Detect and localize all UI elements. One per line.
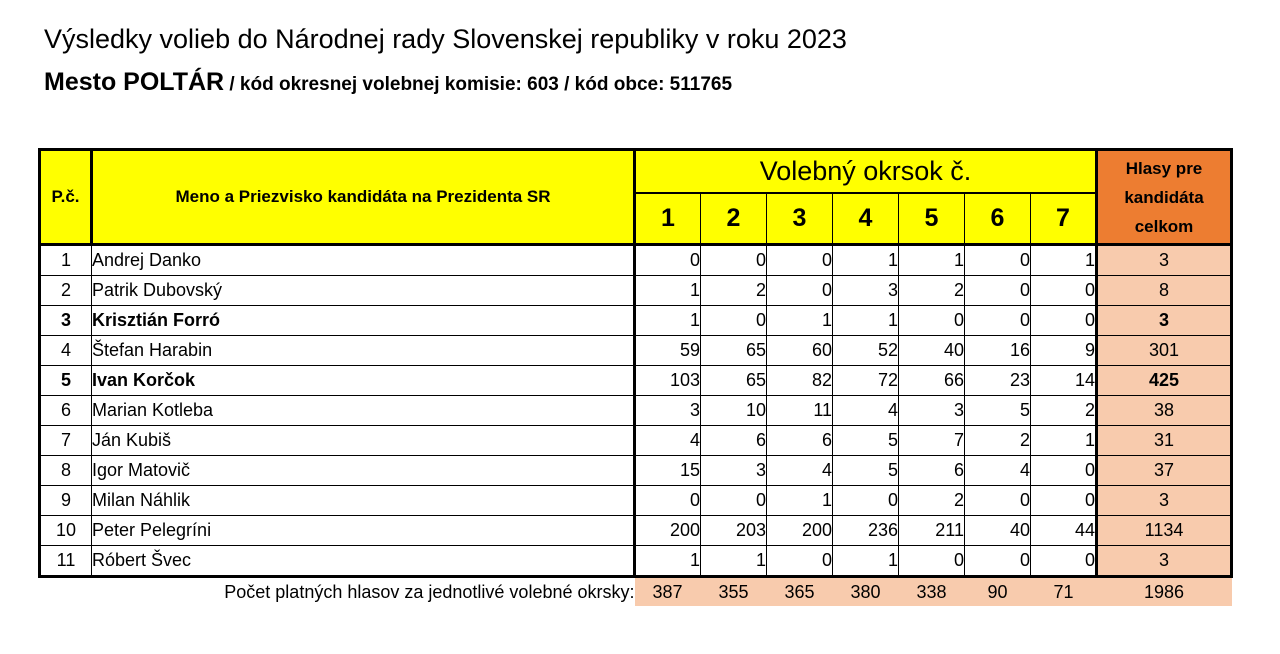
district-votes: 15	[635, 456, 701, 486]
district-votes: 6	[899, 456, 965, 486]
summary-value: 71	[1031, 577, 1097, 607]
district-votes: 0	[899, 306, 965, 336]
district-votes: 0	[965, 546, 1031, 577]
district-number: 1	[635, 193, 701, 245]
district-votes: 0	[635, 486, 701, 516]
district-votes: 1	[635, 546, 701, 577]
district-votes: 16	[965, 336, 1031, 366]
candidate-number: 8	[40, 456, 92, 486]
results-body	[40, 245, 1232, 577]
candidate-total: 8	[1097, 276, 1232, 306]
summary-value: 338	[899, 577, 965, 607]
candidate-row	[40, 245, 1232, 276]
candidate-name: Patrik Dubovský	[92, 276, 635, 306]
district-votes: 1	[767, 486, 833, 516]
candidate-total: 301	[1097, 336, 1232, 366]
candidate-number: 10	[40, 516, 92, 546]
district-votes: 5	[965, 396, 1031, 426]
candidate-total: 1134	[1097, 516, 1232, 546]
district-number: 2	[701, 193, 767, 245]
district-votes: 0	[701, 486, 767, 516]
district-votes: 3	[899, 396, 965, 426]
district-votes: 0	[899, 546, 965, 577]
district-votes: 0	[965, 306, 1031, 336]
candidate-number: 4	[40, 336, 92, 366]
candidate-number: 3	[40, 306, 92, 336]
district-votes: 6	[767, 426, 833, 456]
candidate-total: 31	[1097, 426, 1232, 456]
candidate-number: 7	[40, 426, 92, 456]
candidate-total: 3	[1097, 546, 1232, 577]
district-votes: 0	[767, 276, 833, 306]
district-votes: 2	[1031, 396, 1097, 426]
district-votes: 0	[1031, 306, 1097, 336]
district-number: 4	[833, 193, 899, 245]
district-votes: 4	[767, 456, 833, 486]
district-votes: 0	[833, 486, 899, 516]
district-votes: 65	[701, 336, 767, 366]
district-votes: 44	[1031, 516, 1097, 546]
district-votes: 2	[899, 276, 965, 306]
district-votes: 72	[833, 366, 899, 396]
district-votes: 40	[965, 516, 1031, 546]
candidate-name: Igor Matovič	[92, 456, 635, 486]
header-total: Hlasy pre kandidáta celkom	[1097, 150, 1232, 245]
commission-codes: / kód okresnej volebnej komisie: 603 / kód obce: 511765	[224, 74, 733, 95]
district-votes: 1	[1031, 426, 1097, 456]
district-votes: 0	[767, 245, 833, 276]
district-number: 5	[899, 193, 965, 245]
district-votes: 23	[965, 366, 1031, 396]
candidate-number: 5	[40, 366, 92, 396]
district-votes: 0	[635, 245, 701, 276]
district-votes: 1	[833, 306, 899, 336]
district-votes: 1	[833, 245, 899, 276]
district-votes: 2	[701, 276, 767, 306]
candidate-name: Ivan Korčok	[92, 366, 635, 396]
candidate-name: Marian Kotleba	[92, 396, 635, 426]
results-table	[38, 148, 1233, 606]
district-votes: 7	[899, 426, 965, 456]
candidate-row	[40, 516, 1232, 546]
district-votes: 40	[899, 336, 965, 366]
district-votes: 1	[767, 306, 833, 336]
candidate-total: 3	[1097, 306, 1232, 336]
candidate-row	[40, 396, 1232, 426]
header-candidate-name: Meno a Priezvisko kandidáta na Prezidenta SR	[92, 150, 635, 245]
district-votes: 60	[767, 336, 833, 366]
district-votes: 0	[767, 546, 833, 577]
candidate-name: Peter Pelegríni	[92, 516, 635, 546]
district-votes: 82	[767, 366, 833, 396]
district-votes: 103	[635, 366, 701, 396]
candidate-name: Štefan Harabin	[92, 336, 635, 366]
candidate-name: Milan Náhlik	[92, 486, 635, 516]
candidate-number: 1	[40, 245, 92, 276]
district-votes: 236	[833, 516, 899, 546]
candidate-row	[40, 456, 1232, 486]
candidate-name: Róbert Švec	[92, 546, 635, 577]
district-votes: 5	[833, 426, 899, 456]
candidate-total: 37	[1097, 456, 1232, 486]
district-votes: 0	[1031, 486, 1097, 516]
district-votes: 0	[965, 245, 1031, 276]
district-votes: 1	[899, 245, 965, 276]
district-votes: 10	[701, 396, 767, 426]
candidate-name: Ján Kubiš	[92, 426, 635, 456]
header-district: Volebný okrsok č.	[635, 150, 1097, 194]
district-votes: 3	[833, 276, 899, 306]
candidate-number: 9	[40, 486, 92, 516]
district-votes: 3	[701, 456, 767, 486]
district-votes: 1	[635, 306, 701, 336]
district-votes: 52	[833, 336, 899, 366]
district-votes: 66	[899, 366, 965, 396]
district-votes: 4	[833, 396, 899, 426]
district-votes: 6	[701, 426, 767, 456]
district-number: 6	[965, 193, 1031, 245]
district-votes: 9	[1031, 336, 1097, 366]
candidate-row	[40, 426, 1232, 456]
candidate-total: 3	[1097, 486, 1232, 516]
district-votes: 1	[833, 546, 899, 577]
district-votes: 0	[1031, 456, 1097, 486]
candidate-name: Andrej Danko	[92, 245, 635, 276]
district-votes: 203	[701, 516, 767, 546]
district-votes: 4	[635, 426, 701, 456]
candidate-number: 11	[40, 546, 92, 577]
summary-total: 1986	[1097, 577, 1232, 607]
header-pc: P.č.	[40, 150, 92, 245]
district-votes: 0	[965, 276, 1031, 306]
district-votes: 0	[1031, 546, 1097, 577]
candidate-number: 6	[40, 396, 92, 426]
district-votes: 14	[1031, 366, 1097, 396]
district-votes: 200	[767, 516, 833, 546]
district-votes: 59	[635, 336, 701, 366]
candidate-row	[40, 336, 1232, 366]
district-votes: 65	[701, 366, 767, 396]
summary-row	[40, 577, 1232, 607]
candidate-row	[40, 546, 1232, 577]
candidate-total: 38	[1097, 396, 1232, 426]
district-votes: 2	[965, 426, 1031, 456]
candidate-name: Krisztián Forró	[92, 306, 635, 336]
candidate-row	[40, 366, 1232, 396]
district-votes: 1	[635, 276, 701, 306]
page-title: Výsledky volieb do Národnej rady Slovenskej republiky v roku 2023	[44, 24, 847, 54]
candidate-total: 3	[1097, 245, 1232, 276]
candidate-row	[40, 486, 1232, 516]
candidate-row	[40, 276, 1232, 306]
district-votes: 5	[833, 456, 899, 486]
candidate-total: 425	[1097, 366, 1232, 396]
district-votes: 3	[635, 396, 701, 426]
district-votes: 0	[701, 306, 767, 336]
summary-value: 355	[701, 577, 767, 607]
candidate-number: 2	[40, 276, 92, 306]
district-votes: 1	[1031, 245, 1097, 276]
city-name: Mesto POLTÁR	[44, 68, 225, 96]
district-votes: 4	[965, 456, 1031, 486]
page-subtitle	[44, 68, 732, 97]
district-votes: 2	[899, 486, 965, 516]
district-number: 3	[767, 193, 833, 245]
district-votes: 0	[965, 486, 1031, 516]
district-votes: 200	[635, 516, 701, 546]
district-votes: 1	[701, 546, 767, 577]
candidate-row	[40, 306, 1232, 336]
district-votes: 0	[701, 245, 767, 276]
district-votes: 211	[899, 516, 965, 546]
summary-value: 380	[833, 577, 899, 607]
district-number: 7	[1031, 193, 1097, 245]
summary-value: 365	[767, 577, 833, 607]
summary-value: 90	[965, 577, 1031, 607]
district-votes: 11	[767, 396, 833, 426]
summary-label: Počet platných hlasov za jednotlivé volebné okrsky:	[224, 581, 635, 602]
summary-value: 387	[635, 577, 701, 607]
district-votes: 0	[1031, 276, 1097, 306]
